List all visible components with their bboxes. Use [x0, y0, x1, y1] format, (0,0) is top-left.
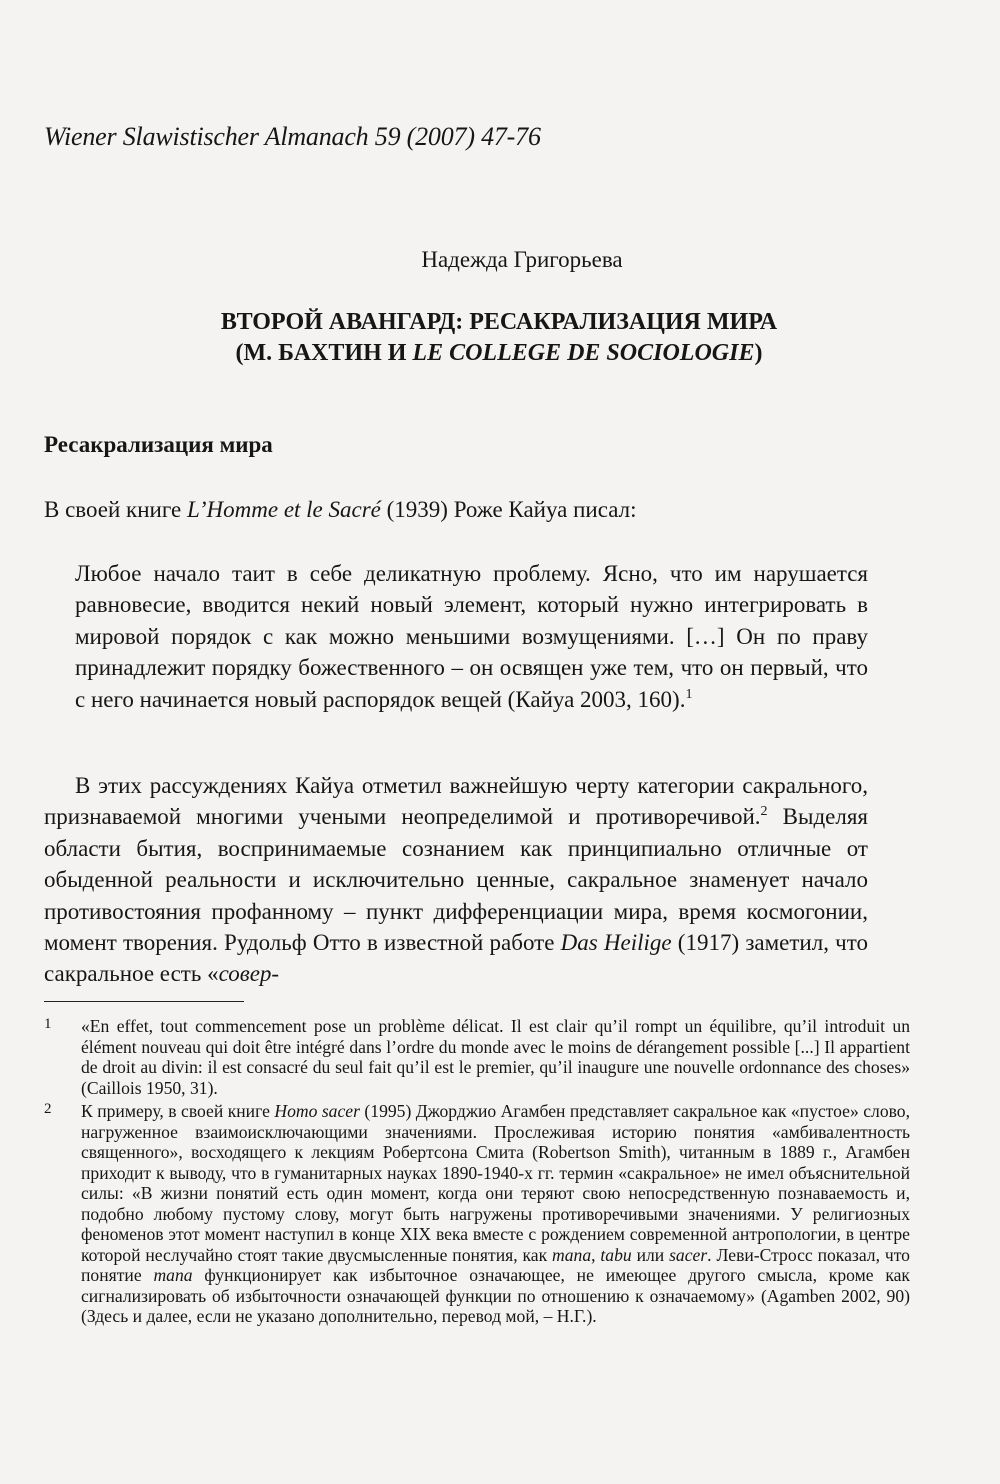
body-work-title: Das Heilige [560, 930, 672, 956]
fn2-text-4: или [631, 1244, 670, 1265]
footnote-text: «En effet, tout commencement pose un problème délicat. Il est clair qu’il rompt un équilibre, qu’il introduit un élément nouveau qui doit être intégré dans l’ordre du monde avec le moins de dérangement possible [...] Il appartient de droit au divin: il est consacré du seul fait qu’il est le premier, qu’il inaugure une nouvelle ordonnance des choses» (Caillois 1950, 31). [81, 1016, 910, 1098]
body-paragraph [44, 770, 868, 990]
footnote-1 [44, 1016, 910, 1098]
fn2-text-5: . Леви-Стросс показал, что понятие [81, 1244, 910, 1285]
title-line-2 [44, 338, 954, 369]
quote-text: Любое начало таит в себе деликатную проблему. Ясно, что им нарушается равновесие, вводится некий новый элемент, который нужно интегрировать в мировой порядок с как можно меньшими возмущениями. […] Он по праву принадлежит порядку божественного – он освящен уже тем, что он первый, что с него начинается новый распорядок вещей (Кайуа 2003, 160). [75, 561, 868, 712]
fn2-term-sacer: sacer [669, 1244, 708, 1265]
fn2-text-3: , [591, 1244, 601, 1265]
footnote-ref-2[interactable]: 2 [760, 804, 768, 820]
article-title [44, 307, 954, 369]
fn2-term-mana: mana [552, 1244, 592, 1265]
body-hyphenated-word: совер- [218, 961, 280, 987]
title-line-1: ВТОРОЙ АВАНГАРД: РЕСАКРАЛИЗАЦИЯ МИРА [220, 309, 778, 335]
intro-book-title: L’Homme et le Sacré [186, 497, 381, 522]
body-part-3: (1917) заметил, что сакральное есть « [44, 930, 868, 987]
body-part-1: В этих рассуждениях Кайуа отметил важнейшую черту категории сакрального, признаваемой многими учеными неопределимой и противоречивой. [44, 773, 868, 830]
journal-header: Wiener Slawistischer Almanach 59 (2007) 47-76 [44, 122, 541, 151]
fn2-text-1: К примеру, в своей книге [81, 1101, 275, 1121]
footnote-2 [44, 1101, 910, 1327]
author-name: Надежда Григорьева [421, 247, 623, 272]
title-line-2-prefix: (М. БАХТИН И [235, 340, 413, 366]
intro-before: В своей книге [44, 497, 187, 522]
footnote-number: 2 [44, 1101, 52, 1117]
section-heading: Ресакрализация мира [44, 432, 273, 457]
fn2-term-tabu: tabu [600, 1244, 632, 1265]
footnote-text [81, 1101, 910, 1327]
intro-paragraph [44, 494, 964, 525]
title-line-2-italic: LE COLLEGE DE SOCIOLOGIE [412, 340, 755, 366]
fn2-book-title: Homo sacer [274, 1101, 360, 1121]
fn2-text-6: функционирует как избыточное означающее, не имеющее другого смысла, кроме как сигнализировать об избыточности означающей функции по отношению к означаемому» (Agamben 2002, 90) (Здесь и далее, если не указано дополнительно, перевод мой, – Н.Г.). [81, 1265, 910, 1326]
body-part-2: Выделяя области бытия, воспринимаемые сознанием как принципиально отличные от обыденной реальности и исключительно ценные, сакральное знаменует начало противостояния профанному – пункт дифференциации мира, время космогонии, момент творения. Рудольф Отто в известной работе [44, 804, 869, 956]
fn2-term-mana-2: mana [153, 1265, 193, 1285]
fn2-text-2: (1995) Джорджио Агамбен представляет сакральное как «пустое» слово, нагруженное взаимоисключающими значениями. Прослеживая историю понятия «амбивалентность священного», восходящего к лекциям Робертсона Смита (Robertson Smith), читанным в 1889 г., Агамбен приходит к выводу, что в гуманитарных науках 1890-1940-х гг. термин «сакральное» не имел объяснительной силы: «В жизни понятий есть один момент, когда они теряют свою непосредственную познаваемость и, подобно любому пустому слову, могут быть нагружены противоречивыми значениями. У религиозных феноменов этот момент наступил в конце XIX века вместе с рождением современной антропологии, в центре которой неслучайно стоят такие двусмысленные понятия, как [81, 1101, 910, 1265]
title-line-2-suffix: ) [754, 340, 763, 366]
footnote-ref-1[interactable]: 1 [685, 686, 693, 702]
footnote-separator [44, 1001, 244, 1002]
block-quote [75, 558, 868, 715]
footnote-number: 1 [44, 1016, 52, 1032]
intro-after: (1939) Роже Кайуа писал: [380, 497, 637, 522]
